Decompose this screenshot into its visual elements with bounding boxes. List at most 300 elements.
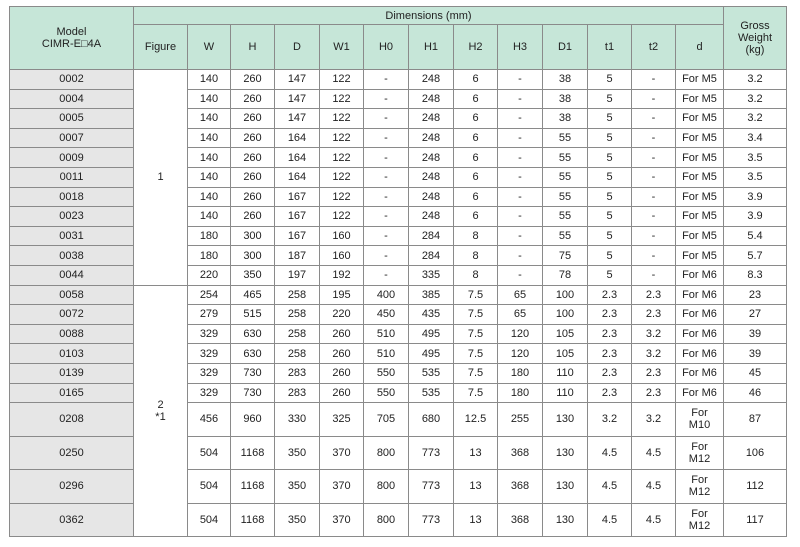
- dimension-cell: 75: [543, 246, 588, 266]
- dimension-cell: 6: [454, 70, 498, 90]
- figure-cell: 2 *1: [134, 285, 188, 537]
- dimension-cell: -: [498, 187, 543, 207]
- model-cell: 0165: [10, 383, 134, 403]
- model-cell: 0058: [10, 285, 134, 305]
- dimension-cell: 55: [543, 226, 588, 246]
- model-cell: 0044: [10, 265, 134, 285]
- dimension-cell: 5: [588, 89, 632, 109]
- column-header: D: [275, 25, 320, 70]
- dimension-cell: 248: [409, 89, 454, 109]
- dimensions-header: Dimensions (mm): [134, 7, 724, 25]
- dimension-cell: 730: [231, 363, 275, 383]
- column-header: H: [231, 25, 275, 70]
- dimension-cell: For M6: [676, 285, 724, 305]
- dimension-cell: 350: [275, 436, 320, 470]
- dimension-cell: 192: [320, 265, 364, 285]
- dimension-cell: For M5: [676, 207, 724, 227]
- weight-cell: 3.2: [724, 89, 787, 109]
- dimension-cell: 8: [454, 226, 498, 246]
- weight-cell: 112: [724, 470, 787, 504]
- model-cell: 0250: [10, 436, 134, 470]
- model-cell: 0296: [10, 470, 134, 504]
- dimension-cell: 122: [320, 128, 364, 148]
- table-row: [10, 285, 787, 305]
- dimension-cell: 5: [588, 246, 632, 266]
- dimension-cell: For M12: [676, 436, 724, 470]
- dimension-cell: 5: [588, 226, 632, 246]
- dimension-cell: 5: [588, 187, 632, 207]
- dimension-cell: -: [364, 128, 409, 148]
- dimension-cell: 120: [498, 324, 543, 344]
- dimension-cell: 130: [543, 403, 588, 437]
- model-cell: 0031: [10, 226, 134, 246]
- dimension-cell: 65: [498, 285, 543, 305]
- dimension-cell: -: [364, 226, 409, 246]
- dimension-cell: 2.3: [632, 363, 676, 383]
- dimension-cell: 13: [454, 436, 498, 470]
- dimension-cell: 38: [543, 70, 588, 90]
- dimension-cell: 283: [275, 363, 320, 383]
- dimension-cell: 2.3: [588, 324, 632, 344]
- column-header: W1: [320, 25, 364, 70]
- dimension-cell: 140: [188, 148, 231, 168]
- dimension-cell: 180: [498, 383, 543, 403]
- weight-cell: 46: [724, 383, 787, 403]
- dimension-cell: 248: [409, 109, 454, 129]
- dimension-cell: 140: [188, 187, 231, 207]
- dimension-cell: 385: [409, 285, 454, 305]
- dimension-cell: 110: [543, 383, 588, 403]
- dimension-cell: 550: [364, 383, 409, 403]
- table-row: [10, 305, 787, 325]
- dimension-cell: 465: [231, 285, 275, 305]
- dimension-cell: 2.3: [588, 363, 632, 383]
- dimension-cell: For M5: [676, 109, 724, 129]
- dimension-cell: 550: [364, 363, 409, 383]
- table-row: [10, 148, 787, 168]
- column-header: H3: [498, 25, 543, 70]
- weight-cell: 3.2: [724, 70, 787, 90]
- dimension-cell: For M6: [676, 344, 724, 364]
- dimension-cell: For M5: [676, 128, 724, 148]
- dimension-cell: 6: [454, 187, 498, 207]
- dimensions-table: [9, 6, 787, 537]
- dimension-cell: 258: [275, 344, 320, 364]
- dimension-cell: 284: [409, 226, 454, 246]
- dimension-cell: 260: [231, 207, 275, 227]
- dimension-cell: 456: [188, 403, 231, 437]
- dimension-cell: 4.5: [632, 436, 676, 470]
- dimension-cell: 195: [320, 285, 364, 305]
- table-row: [10, 344, 787, 364]
- dimension-cell: 368: [498, 470, 543, 504]
- model-cell: 0088: [10, 324, 134, 344]
- weight-cell: 39: [724, 344, 787, 364]
- dimension-cell: For M5: [676, 246, 724, 266]
- dimension-cell: 4.5: [588, 436, 632, 470]
- dimension-cell: 4.5: [632, 503, 676, 537]
- dimension-cell: 6: [454, 109, 498, 129]
- table-row: [10, 128, 787, 148]
- dimension-cell: -: [632, 89, 676, 109]
- dimension-cell: 300: [231, 246, 275, 266]
- dimension-cell: 800: [364, 436, 409, 470]
- dimension-cell: 300: [231, 226, 275, 246]
- dimension-cell: 260: [320, 383, 364, 403]
- dimension-cell: 105: [543, 344, 588, 364]
- dimension-cell: 122: [320, 89, 364, 109]
- dimension-cell: -: [364, 89, 409, 109]
- dimension-cell: For M12: [676, 503, 724, 537]
- dimension-cell: 5: [588, 207, 632, 227]
- dimension-cell: 164: [275, 148, 320, 168]
- dimension-cell: 5: [588, 128, 632, 148]
- figure-cell: 1: [134, 70, 188, 286]
- dimension-cell: 248: [409, 167, 454, 187]
- dimension-cell: 5: [588, 265, 632, 285]
- dimension-cell: 7.5: [454, 324, 498, 344]
- dimension-cell: 7.5: [454, 344, 498, 364]
- dimension-cell: For M12: [676, 470, 724, 504]
- dimension-cell: For M6: [676, 324, 724, 344]
- dimension-cell: -: [632, 265, 676, 285]
- dimension-cell: 370: [320, 436, 364, 470]
- dimension-cell: 258: [275, 305, 320, 325]
- dimension-cell: 260: [320, 324, 364, 344]
- dimension-cell: 504: [188, 503, 231, 537]
- dimension-cell: -: [498, 109, 543, 129]
- dimension-cell: 7.5: [454, 305, 498, 325]
- dimension-cell: 167: [275, 187, 320, 207]
- weight-cell: 3.9: [724, 207, 787, 227]
- dimension-cell: 220: [188, 265, 231, 285]
- model-cell: 0362: [10, 503, 134, 537]
- model-cell: 0139: [10, 363, 134, 383]
- weight-cell: 106: [724, 436, 787, 470]
- dimension-cell: 4.5: [588, 503, 632, 537]
- dimension-cell: 2.3: [588, 383, 632, 403]
- dimension-cell: 680: [409, 403, 454, 437]
- dimension-cell: 1168: [231, 470, 275, 504]
- dimension-cell: 450: [364, 305, 409, 325]
- dimension-cell: 8: [454, 246, 498, 266]
- dimension-cell: 130: [543, 436, 588, 470]
- dimension-cell: 705: [364, 403, 409, 437]
- table-row: [10, 167, 787, 187]
- dimension-cell: -: [364, 265, 409, 285]
- dimension-cell: 510: [364, 344, 409, 364]
- dimension-cell: 140: [188, 207, 231, 227]
- dimension-cell: For M5: [676, 148, 724, 168]
- dimension-cell: For M5: [676, 187, 724, 207]
- model-cell: 0002: [10, 70, 134, 90]
- dimension-cell: 122: [320, 187, 364, 207]
- figure-header: Figure: [134, 25, 188, 70]
- weight-cell: 3.5: [724, 148, 787, 168]
- dimension-cell: -: [364, 70, 409, 90]
- dimension-cell: 3.2: [632, 344, 676, 364]
- dimension-cell: -: [364, 167, 409, 187]
- dimension-cell: For M6: [676, 305, 724, 325]
- dimension-cell: 773: [409, 436, 454, 470]
- dimension-cell: 8: [454, 265, 498, 285]
- model-cell: 0208: [10, 403, 134, 437]
- weight-cell: 5.4: [724, 226, 787, 246]
- table-row: [10, 383, 787, 403]
- dimension-cell: For M5: [676, 70, 724, 90]
- weight-cell: 3.9: [724, 187, 787, 207]
- dimension-cell: -: [364, 246, 409, 266]
- dimension-cell: 258: [275, 285, 320, 305]
- dimension-cell: 130: [543, 470, 588, 504]
- weight-cell: 3.5: [724, 167, 787, 187]
- dimension-cell: For M6: [676, 265, 724, 285]
- dimension-cell: 78: [543, 265, 588, 285]
- dimension-cell: -: [632, 246, 676, 266]
- dimension-cell: 335: [409, 265, 454, 285]
- dimension-cell: 100: [543, 285, 588, 305]
- dimension-cell: 368: [498, 503, 543, 537]
- dimension-cell: 350: [275, 503, 320, 537]
- table-row: [10, 265, 787, 285]
- dimension-cell: 6: [454, 207, 498, 227]
- dimension-cell: 1168: [231, 503, 275, 537]
- dimension-cell: 122: [320, 207, 364, 227]
- dimension-cell: 800: [364, 470, 409, 504]
- model-cell: 0007: [10, 128, 134, 148]
- dimension-cell: 167: [275, 226, 320, 246]
- dimension-cell: 7.5: [454, 363, 498, 383]
- weight-cell: 27: [724, 305, 787, 325]
- dimension-cell: -: [364, 148, 409, 168]
- dimension-cell: 960: [231, 403, 275, 437]
- dimension-cell: 495: [409, 324, 454, 344]
- table-row: [10, 363, 787, 383]
- model-cell: 0009: [10, 148, 134, 168]
- dimension-cell: 160: [320, 246, 364, 266]
- dimension-cell: 3.2: [632, 403, 676, 437]
- dimension-cell: -: [498, 89, 543, 109]
- column-header: t1: [588, 25, 632, 70]
- dimension-cell: 122: [320, 109, 364, 129]
- table-row: [10, 436, 787, 470]
- weight-cell: 39: [724, 324, 787, 344]
- column-header: H2: [454, 25, 498, 70]
- table-row: [10, 503, 787, 537]
- column-header: H1: [409, 25, 454, 70]
- model-cell: 0005: [10, 109, 134, 129]
- dimension-cell: 1168: [231, 436, 275, 470]
- dimension-cell: 283: [275, 383, 320, 403]
- dimension-cell: -: [498, 70, 543, 90]
- dimension-cell: 370: [320, 503, 364, 537]
- model-cell: 0038: [10, 246, 134, 266]
- dimension-cell: 535: [409, 383, 454, 403]
- dimension-cell: 260: [231, 167, 275, 187]
- column-header: W: [188, 25, 231, 70]
- dimension-cell: 7.5: [454, 285, 498, 305]
- dimension-cell: 260: [231, 128, 275, 148]
- dimension-cell: -: [498, 167, 543, 187]
- dimension-cell: 329: [188, 383, 231, 403]
- dimension-cell: 515: [231, 305, 275, 325]
- model-cell: 0004: [10, 89, 134, 109]
- dimension-cell: -: [498, 128, 543, 148]
- dimension-cell: 329: [188, 344, 231, 364]
- dimension-cell: 140: [188, 89, 231, 109]
- model-cell: 0023: [10, 207, 134, 227]
- weight-cell: 3.2: [724, 109, 787, 129]
- table-row: [10, 89, 787, 109]
- dimension-cell: 258: [275, 324, 320, 344]
- dimension-cell: 105: [543, 324, 588, 344]
- dimension-cell: 248: [409, 148, 454, 168]
- table-header: [10, 7, 787, 70]
- dimension-cell: 55: [543, 207, 588, 227]
- dimension-cell: 164: [275, 167, 320, 187]
- weight-header: Gross Weight (kg): [724, 7, 787, 70]
- dimension-cell: 38: [543, 109, 588, 129]
- dimension-cell: 730: [231, 383, 275, 403]
- dimension-cell: 254: [188, 285, 231, 305]
- dimension-cell: 55: [543, 187, 588, 207]
- dimension-cell: 55: [543, 148, 588, 168]
- dimension-cell: 65: [498, 305, 543, 325]
- dimension-cell: -: [632, 207, 676, 227]
- dimension-cell: For M10: [676, 403, 724, 437]
- table-row: [10, 324, 787, 344]
- weight-cell: 8.3: [724, 265, 787, 285]
- dimension-cell: 122: [320, 148, 364, 168]
- dimension-cell: 330: [275, 403, 320, 437]
- dimension-cell: 368: [498, 436, 543, 470]
- table-row: [10, 187, 787, 207]
- dimension-cell: 180: [498, 363, 543, 383]
- table-row: [10, 403, 787, 437]
- dimension-cell: 147: [275, 109, 320, 129]
- dimension-cell: 773: [409, 503, 454, 537]
- dimension-cell: 220: [320, 305, 364, 325]
- dimension-cell: -: [632, 128, 676, 148]
- dimension-cell: -: [364, 207, 409, 227]
- dimension-cell: 6: [454, 128, 498, 148]
- dimension-cell: 3.2: [632, 324, 676, 344]
- dimension-cell: 2.3: [588, 344, 632, 364]
- dimension-cell: 248: [409, 187, 454, 207]
- dimension-cell: 2.3: [588, 285, 632, 305]
- column-header: D1: [543, 25, 588, 70]
- dimension-cell: 55: [543, 128, 588, 148]
- table-row: [10, 207, 787, 227]
- dimension-cell: 147: [275, 70, 320, 90]
- dimension-cell: 110: [543, 363, 588, 383]
- dimension-cell: 435: [409, 305, 454, 325]
- dimension-cell: 55: [543, 167, 588, 187]
- dimension-cell: 504: [188, 470, 231, 504]
- dimension-cell: For M6: [676, 383, 724, 403]
- dimension-cell: -: [498, 246, 543, 266]
- dimension-cell: 260: [231, 148, 275, 168]
- dimension-cell: -: [632, 109, 676, 129]
- dimension-cell: 535: [409, 363, 454, 383]
- table-row: [10, 470, 787, 504]
- model-cell: 0103: [10, 344, 134, 364]
- dimension-cell: 260: [231, 109, 275, 129]
- dimension-cell: 6: [454, 167, 498, 187]
- dimension-cell: 197: [275, 265, 320, 285]
- dimension-cell: 260: [320, 363, 364, 383]
- dimension-cell: 180: [188, 226, 231, 246]
- weight-cell: 5.7: [724, 246, 787, 266]
- dimension-cell: 122: [320, 167, 364, 187]
- dimension-cell: 260: [231, 89, 275, 109]
- dimension-cell: 504: [188, 436, 231, 470]
- dimension-cell: -: [498, 226, 543, 246]
- dimension-cell: -: [632, 226, 676, 246]
- dimension-cell: -: [498, 265, 543, 285]
- dimension-cell: -: [632, 167, 676, 187]
- dimension-cell: 5: [588, 70, 632, 90]
- dimension-cell: 773: [409, 470, 454, 504]
- dimension-cell: 160: [320, 226, 364, 246]
- dimension-cell: -: [632, 148, 676, 168]
- dimension-cell: 4.5: [588, 470, 632, 504]
- dimension-cell: 329: [188, 363, 231, 383]
- dimension-cell: -: [498, 148, 543, 168]
- dimension-cell: 260: [231, 187, 275, 207]
- dimension-cell: 255: [498, 403, 543, 437]
- dimension-cell: 3.2: [588, 403, 632, 437]
- dimension-cell: 350: [231, 265, 275, 285]
- dimension-cell: 12.5: [454, 403, 498, 437]
- dimension-cell: 350: [275, 470, 320, 504]
- dimension-cell: -: [632, 187, 676, 207]
- model-cell: 0018: [10, 187, 134, 207]
- dimension-cell: -: [364, 109, 409, 129]
- dimension-cell: 495: [409, 344, 454, 364]
- table-row: [10, 226, 787, 246]
- weight-cell: 3.4: [724, 128, 787, 148]
- dimension-cell: 6: [454, 148, 498, 168]
- dimension-cell: 147: [275, 89, 320, 109]
- dimension-cell: 2.3: [588, 305, 632, 325]
- dimension-cell: 370: [320, 470, 364, 504]
- dimension-cell: 325: [320, 403, 364, 437]
- dimension-cell: 248: [409, 207, 454, 227]
- dimension-cell: 630: [231, 344, 275, 364]
- table-row: [10, 246, 787, 266]
- dimension-cell: 13: [454, 470, 498, 504]
- table-row: [10, 70, 787, 90]
- dimension-cell: 13: [454, 503, 498, 537]
- dimension-cell: 140: [188, 128, 231, 148]
- dimension-cell: 248: [409, 128, 454, 148]
- dimension-cell: For M5: [676, 167, 724, 187]
- dimension-cell: For M5: [676, 226, 724, 246]
- dimension-cell: 130: [543, 503, 588, 537]
- column-header: t2: [632, 25, 676, 70]
- dimension-cell: For M6: [676, 363, 724, 383]
- weight-cell: 45: [724, 363, 787, 383]
- model-header: Model CIMR-E□4A: [10, 7, 134, 70]
- dimension-cell: 187: [275, 246, 320, 266]
- dimension-cell: 329: [188, 324, 231, 344]
- dimension-cell: 140: [188, 167, 231, 187]
- dimension-cell: -: [632, 70, 676, 90]
- dimension-cell: 279: [188, 305, 231, 325]
- dimension-cell: For M5: [676, 89, 724, 109]
- dimension-cell: 630: [231, 324, 275, 344]
